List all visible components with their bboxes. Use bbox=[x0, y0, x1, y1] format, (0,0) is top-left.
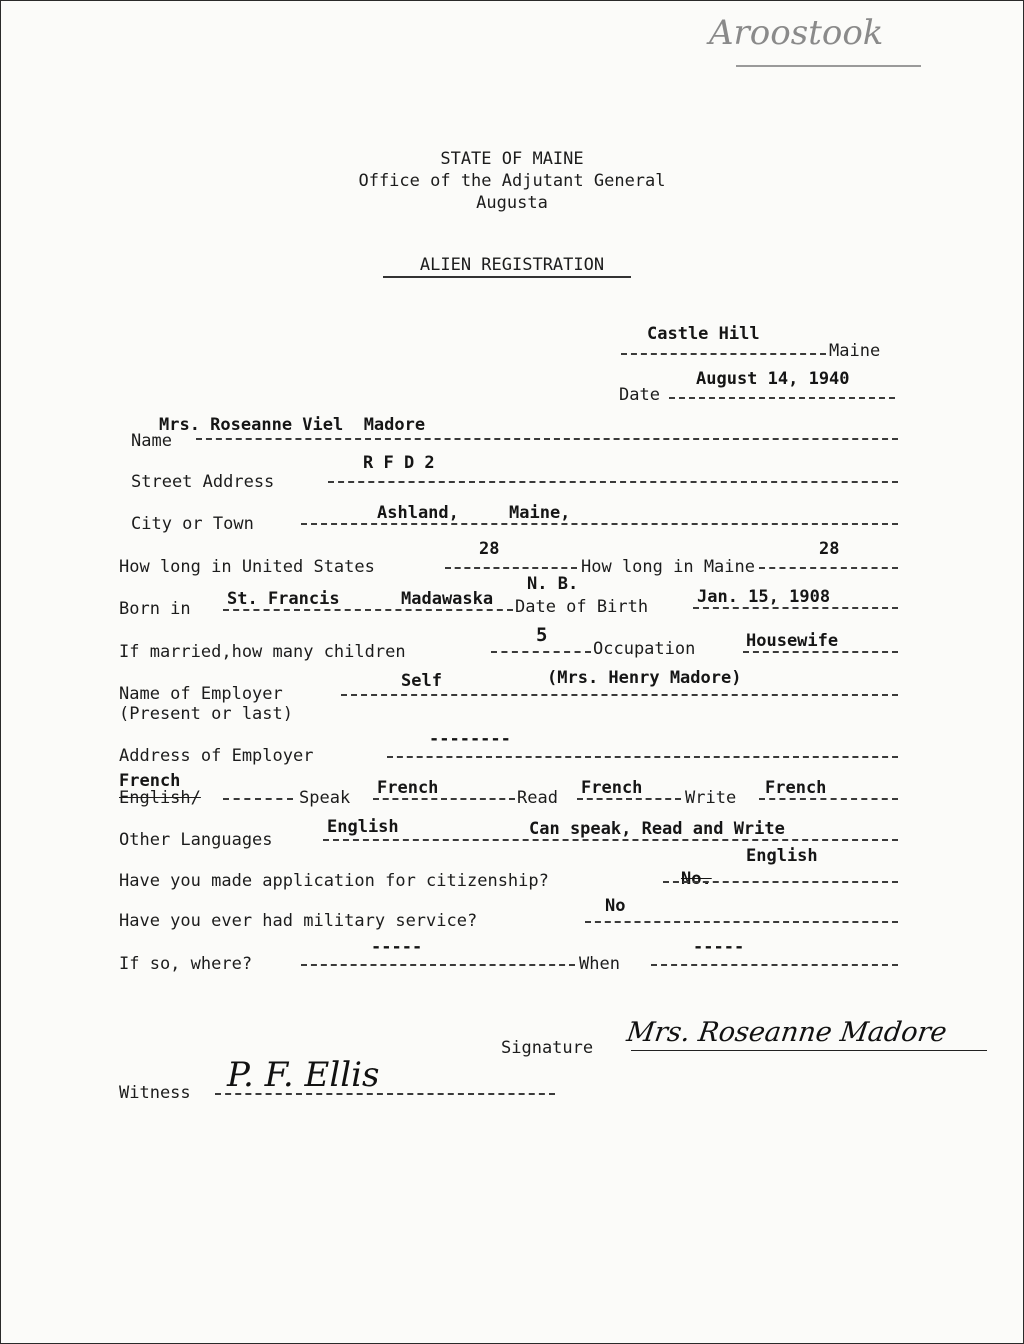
occupation-label: Occupation bbox=[593, 639, 696, 659]
when-line bbox=[651, 964, 898, 966]
name-label: Name bbox=[131, 431, 172, 451]
header-office: Office of the Adjutant General bbox=[358, 171, 666, 191]
years-maine-value: 28 bbox=[819, 539, 840, 559]
citizenship-value: No. bbox=[681, 869, 712, 889]
lang-struck-label: English/ bbox=[119, 788, 201, 808]
dob-label: Date of Birth bbox=[515, 597, 649, 617]
how-long-maine-label: How long in Maine bbox=[581, 557, 755, 577]
town-line bbox=[621, 353, 826, 355]
dob-line bbox=[693, 607, 898, 609]
county-note-underline bbox=[736, 65, 921, 67]
date-value: August 14, 1940 bbox=[696, 369, 850, 389]
occupation-value: Housewife bbox=[746, 631, 839, 651]
speak-line bbox=[373, 798, 515, 800]
birth-county-value: Madawaska bbox=[401, 589, 494, 609]
date-label: Date bbox=[619, 385, 660, 405]
signature-value: Mrs. Roseanne Madore bbox=[624, 1017, 949, 1048]
read-label: Read bbox=[517, 788, 558, 808]
header-city: Augusta bbox=[476, 193, 548, 213]
military-label: Have you ever had military service? bbox=[119, 911, 478, 931]
born-in-label: Born in bbox=[119, 599, 191, 619]
city-label: City or Town bbox=[131, 514, 254, 534]
military-value: No bbox=[605, 896, 626, 916]
witness-label: Witness bbox=[119, 1083, 191, 1103]
speak-label: Speak bbox=[299, 788, 351, 808]
form-title: ALIEN REGISTRATION bbox=[419, 255, 605, 275]
signature-label: Signature bbox=[501, 1038, 594, 1058]
witness-value: P. F. Ellis bbox=[227, 1055, 380, 1095]
occupation-line bbox=[743, 651, 898, 653]
citizenship-line bbox=[663, 881, 898, 883]
other-lang-below-value: English bbox=[746, 846, 818, 866]
write-value: French bbox=[765, 778, 827, 798]
name-value: Mrs. Roseanne Viel Madore bbox=[159, 415, 426, 435]
date-line bbox=[669, 397, 895, 399]
speak-value: French bbox=[377, 778, 439, 798]
other-lang-value: English bbox=[327, 817, 399, 837]
birth-place-value: St. Francis bbox=[227, 589, 340, 609]
employer-husband-value: (Mrs. Henry Madore) bbox=[547, 668, 742, 688]
where-label: If so, where? bbox=[119, 954, 253, 974]
when-label: When bbox=[579, 954, 620, 974]
military-line bbox=[585, 921, 898, 923]
state-suffix-label: Maine bbox=[829, 341, 881, 361]
state-value: Maine, bbox=[509, 503, 571, 523]
birth-province-value: N. B. bbox=[527, 574, 579, 594]
write-line bbox=[759, 798, 898, 800]
street-value: R F D 2 bbox=[363, 453, 435, 473]
employer-address-value: -------- bbox=[429, 729, 511, 749]
name-line bbox=[196, 438, 898, 440]
other-lang-line bbox=[323, 839, 898, 841]
city-line bbox=[301, 523, 898, 525]
witness-line bbox=[215, 1093, 555, 1095]
town-value: Castle Hill bbox=[647, 324, 760, 344]
other-lang-label: Other Languages bbox=[119, 830, 273, 850]
children-label: If married,how many children bbox=[119, 642, 406, 662]
when-value: ----- bbox=[693, 937, 745, 957]
lang-line bbox=[223, 798, 293, 800]
signature-line bbox=[631, 1050, 987, 1051]
dob-value: Jan. 15, 1908 bbox=[697, 587, 831, 607]
read-line bbox=[577, 798, 681, 800]
read-value: French bbox=[581, 778, 643, 798]
write-label: Write bbox=[685, 788, 737, 808]
employer-label: Name of Employer bbox=[119, 684, 283, 704]
children-value: 5 bbox=[536, 624, 548, 646]
years-us-value: 28 bbox=[479, 539, 500, 559]
form-title-underline bbox=[383, 276, 631, 278]
how-long-maine-line bbox=[759, 567, 898, 569]
city-value: Ashland, bbox=[377, 503, 459, 523]
where-line bbox=[301, 964, 575, 966]
employer-address-label: Address of Employer bbox=[119, 746, 314, 766]
header-state: STATE OF MAINE bbox=[440, 149, 584, 169]
county-note: Aroostook bbox=[709, 13, 884, 53]
employer-address-line bbox=[387, 756, 898, 758]
employer-note: (Present or last) bbox=[119, 704, 293, 724]
street-label: Street Address bbox=[131, 472, 275, 492]
how-long-us-line bbox=[445, 567, 577, 569]
how-long-us-label: How long in United States bbox=[119, 557, 375, 577]
where-value: ----- bbox=[371, 937, 423, 957]
employer-value: Self bbox=[401, 671, 442, 691]
citizenship-label: Have you made application for citizenship? bbox=[119, 871, 549, 891]
employer-line bbox=[341, 694, 898, 696]
other-lang-note-value: Can speak, Read and Write bbox=[529, 819, 785, 839]
lang-inserted-value: French bbox=[119, 771, 181, 791]
born-in-line bbox=[223, 609, 513, 611]
children-line bbox=[491, 651, 591, 653]
street-line bbox=[328, 481, 898, 483]
